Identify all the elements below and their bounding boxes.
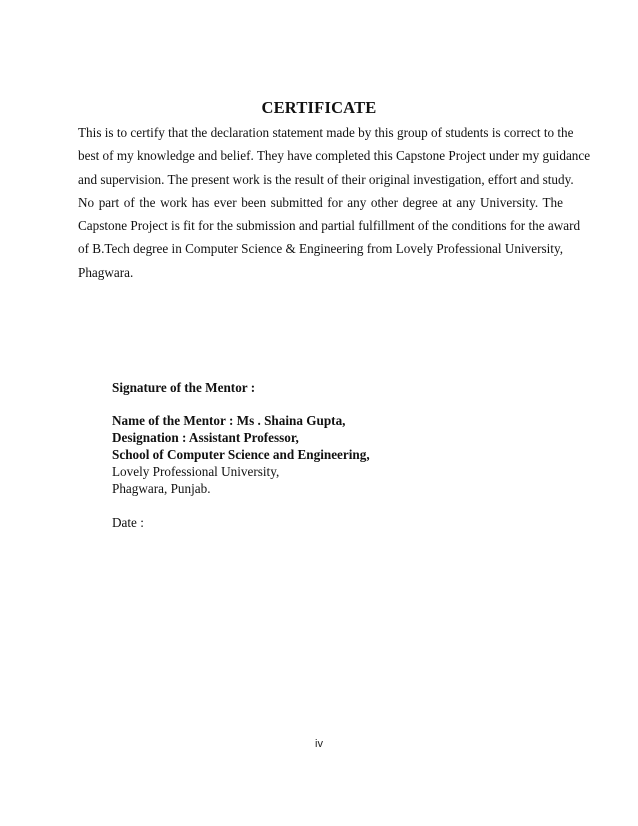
mentor-name: Name of the Mentor : Ms . Shaina Gupta, (112, 413, 346, 428)
mentor-details (112, 412, 370, 497)
page-number: iv (315, 738, 323, 750)
body-line-2: best of my knowledge and belief. They have completed this Capstone Project under my guidance (78, 148, 591, 164)
body-line-4: No part of the work has ever been submitted for any other degree at any University. The (78, 194, 563, 210)
mentor-designation: Designation : Assistant Professor, (112, 430, 299, 445)
date-label: Date : (112, 515, 144, 530)
signature-label: Signature of the Mentor : (112, 380, 256, 395)
body-line-7: Phagwara. (78, 264, 134, 280)
mentor-location: Phagwara, Punjab. (112, 481, 211, 496)
body-line-5: Capstone Project is fit for the submission and partial fulfillment of the conditions for the award (78, 218, 581, 234)
mentor-school: School of Computer Science and Engineering, (112, 447, 370, 462)
mentor-university: Lovely Professional University, (112, 464, 280, 479)
body-line-1: This is to certify that the declaration statement made by this group of students is correct to the (78, 125, 574, 140)
body-line-3: and supervision. The present work is the result of their original investigation, effort and study. (78, 171, 574, 187)
certificate-title: CERTIFICATE (261, 98, 377, 117)
certificate-body (78, 121, 591, 284)
body-line-6: of B.Tech degree in Computer Science & Engineering from Lovely Professional University, (78, 241, 563, 257)
